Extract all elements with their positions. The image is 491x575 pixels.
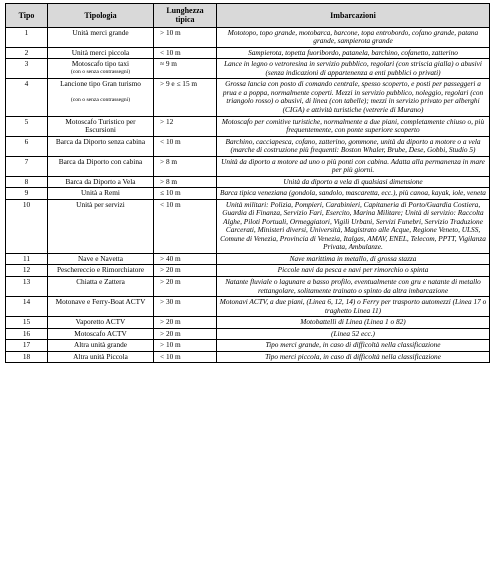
header-tipologia: Tipologia: [48, 4, 154, 28]
typology-label: Motoscafo tipo taxi: [71, 59, 130, 69]
row-number: 9: [6, 188, 48, 200]
row-typology: [48, 176, 154, 188]
row-vessels: Motonavi ACTV, a due piani, (Linea 6, 12, 14) o Ferry per trasporto automezzi (Linea 17 o traghetto Linea 11): [217, 297, 490, 317]
row-vessels: (Linea 52 ecc.): [217, 328, 490, 340]
header-tipo: Tipo: [6, 4, 48, 28]
vessel-classification-document: [5, 3, 489, 363]
table-row: [6, 199, 490, 253]
row-typology: [48, 351, 154, 363]
row-vessels: Sampierota, topetta fuoribordo, patanela, barchino, cofanetto, zatterino: [217, 47, 490, 59]
typology-label: Unità per servizi: [76, 199, 125, 209]
row-vessels: Lance in legno o vetroresina in servizio pubblico, regolari (con striscia gialla) o abusivi (senza indicazioni di appartenenza a enti pubblici o privati): [217, 59, 490, 79]
row-number: 3: [6, 59, 48, 79]
typology-label: Barca da Diporto senza cabina: [55, 136, 146, 146]
row-number: 4: [6, 79, 48, 116]
typology-label: Unità merci piccola: [71, 47, 130, 57]
table-row: [6, 136, 490, 156]
table-row: [6, 116, 490, 136]
row-number: 15: [6, 317, 48, 329]
row-length: > 20 m: [154, 265, 217, 277]
row-typology: [48, 297, 154, 317]
row-number: 11: [6, 253, 48, 265]
row-length: > 12: [154, 116, 217, 136]
typology-note: (con o senza contrassegni): [70, 96, 131, 103]
row-vessels: Unità militari: Polizia, Pompieri, Carabinieri, Capitaneria di Porto/Guardia Costiera, Guardia di Finanza, Servizio Fari, Esercito, Marina Militare; Unità di servizio: Raccolta Alghe, Piloti Portuali, Ormeggiatori, Vigili Urbani, Servizi Funebri, Servizio Traduzione Carcerati, Ministeri diversi, Università, Magistrato alle Acque, Regione Veneto, ULSS, Comune di Venezia, Provincia di Venezia, Italgas, AMAV, ENEL, Telecom, PPTT, Vigilanza Privata, Ambulanze.: [217, 199, 490, 253]
row-vessels: Barca tipica veneziana (gondola, sandolo, mascaretta, ecc.), più canoa, kayak, iole, veneta: [217, 188, 490, 200]
row-number: 12: [6, 265, 48, 277]
row-vessels: Mototopo, topo grande, motobarca, barcone, topa entrobordo, cofano grande, patana grande, sampierota grande: [217, 27, 490, 47]
typology-label: Barca da Diporto con cabina: [58, 156, 143, 166]
table-row: [6, 317, 490, 329]
row-number: 8: [6, 176, 48, 188]
typology-label: Altra unità Piccola: [73, 351, 128, 361]
row-length: > 10 m: [154, 340, 217, 352]
row-number: 5: [6, 116, 48, 136]
row-length: > 20 m: [154, 317, 217, 329]
row-typology: [48, 340, 154, 352]
header-lunghezza: Lunghezza tipica: [154, 4, 217, 28]
table-row: [6, 265, 490, 277]
row-number: 7: [6, 156, 48, 176]
row-typology: [48, 328, 154, 340]
vessel-classification-table: [5, 3, 490, 363]
table-row: [6, 188, 490, 200]
row-number: 1: [6, 27, 48, 47]
header-imbarcazioni: Imbarcazioni: [217, 4, 490, 28]
table-row: [6, 328, 490, 340]
table-row: [6, 27, 490, 47]
row-number: 10: [6, 199, 48, 253]
row-number: 17: [6, 340, 48, 352]
row-number: 2: [6, 47, 48, 59]
row-length: > 40 m: [154, 253, 217, 265]
table-body: [6, 27, 490, 363]
row-length: > 10 m: [154, 27, 217, 47]
row-vessels: Motobattelli di Linea (Linea 1 o 82): [217, 317, 490, 329]
table-row: [6, 253, 490, 265]
row-number: 16: [6, 328, 48, 340]
row-length: > 8 m: [154, 156, 217, 176]
typology-label: Motonave e Ferry-Boat ACTV: [55, 297, 146, 307]
typology-label: Barca da Diporto a Vela: [65, 176, 136, 186]
typology-label: Motoscafo Turistico per Escursioni: [65, 116, 136, 135]
typology-label: Motoscafo ACTV: [74, 328, 127, 338]
row-vessels: Tipo merci grande, in caso di difficoltà nella classificazione: [217, 340, 490, 352]
row-typology: [48, 265, 154, 277]
table-header-row: [6, 4, 490, 28]
row-typology: [48, 188, 154, 200]
row-number: 6: [6, 136, 48, 156]
row-typology: [48, 79, 154, 116]
row-length: > 20 m: [154, 328, 217, 340]
table-row: [6, 297, 490, 317]
row-length: > 9 e ≤ 15 m: [154, 79, 217, 116]
typology-label: Unità merci grande: [72, 27, 129, 37]
row-length: ≤ 10 m: [154, 188, 217, 200]
row-typology: [48, 317, 154, 329]
table-row: [6, 79, 490, 116]
row-typology: [48, 116, 154, 136]
row-vessels: Motoscafo per comitive turistiche, normalmente a due piani, completamente chiuso o, più frequentemente, con ponte superiore scoperto: [217, 116, 490, 136]
row-typology: [48, 253, 154, 265]
row-vessels: Unità da diporto a vela di qualsiasi dimensione: [217, 176, 490, 188]
row-typology: [48, 136, 154, 156]
typology-label: Nave e Navetta: [78, 253, 123, 263]
row-vessels: Nave marittima in metallo, di grossa stazza: [217, 253, 490, 265]
row-length: > 20 m: [154, 277, 217, 297]
row-length: ≈ 9 m: [154, 59, 217, 79]
row-length: < 10 m: [154, 199, 217, 253]
typology-note: (con o senza contrassegni): [70, 68, 131, 75]
row-typology: [48, 47, 154, 59]
table-row: [6, 351, 490, 363]
row-length: < 10 m: [154, 351, 217, 363]
row-vessels: Natante fluviale o lagunare a basso profilo, eventualmente con gru e natante di metallo rettangolare, solitamente trainato o spinto da altra imbarcazione: [217, 277, 490, 297]
row-typology: [48, 277, 154, 297]
row-typology: [48, 27, 154, 47]
row-vessels: Grossa lancia con posto di comando centrale, spesso scoperto, e posti per passeggeri a prua e a poppa, normalmente coperti. Mezzi in servizio pubblico, noleggio, regolari (con triangolo rosso) o abusivi, di linea (con tabelle); mezzi in servizio privato per alberghi (CIGA) e attività turistiche (vetrerie di Murano): [217, 79, 490, 116]
row-typology: [48, 199, 154, 253]
row-length: > 30 m: [154, 297, 217, 317]
table-row: [6, 176, 490, 188]
table-row: [6, 47, 490, 59]
typology-label: Altra unità grande: [73, 340, 128, 350]
typology-label: Peschereccio e Rimorchiatore: [56, 265, 145, 275]
row-vessels: Piccole navi da pesca e navi per rimorchio o spinta: [217, 265, 490, 277]
row-number: 14: [6, 297, 48, 317]
typology-label: Lancione tipo Gran turismo: [60, 79, 141, 89]
row-vessels: Tipo merci piccola, in caso di difficoltà nella classificazione: [217, 351, 490, 363]
row-typology: [48, 59, 154, 79]
row-length: < 10 m: [154, 136, 217, 156]
row-vessels: Unità da diporto a motore ad uno o più ponti con cabina. Adatta alla permanenza in mare per più giorni.: [217, 156, 490, 176]
row-length: < 10 m: [154, 47, 217, 59]
table-row: [6, 277, 490, 297]
typology-label: Vaporetto ACTV: [75, 317, 126, 327]
row-typology: [48, 156, 154, 176]
row-vessels: Barchino, cacciapesca, cofano, zatterino, gommone, unità da diporto a motore o a vela (marche di costruzione più frequenti: Boston Whaler, Brube, Dese, Gobbi, Studio 5): [217, 136, 490, 156]
table-row: [6, 59, 490, 79]
table-row: [6, 156, 490, 176]
table-row: [6, 340, 490, 352]
row-number: 13: [6, 277, 48, 297]
row-length: > 8 m: [154, 176, 217, 188]
row-number: 18: [6, 351, 48, 363]
typology-label: Unità a Remi: [81, 188, 120, 198]
typology-label: Chiatta e Zattera: [76, 277, 125, 286]
